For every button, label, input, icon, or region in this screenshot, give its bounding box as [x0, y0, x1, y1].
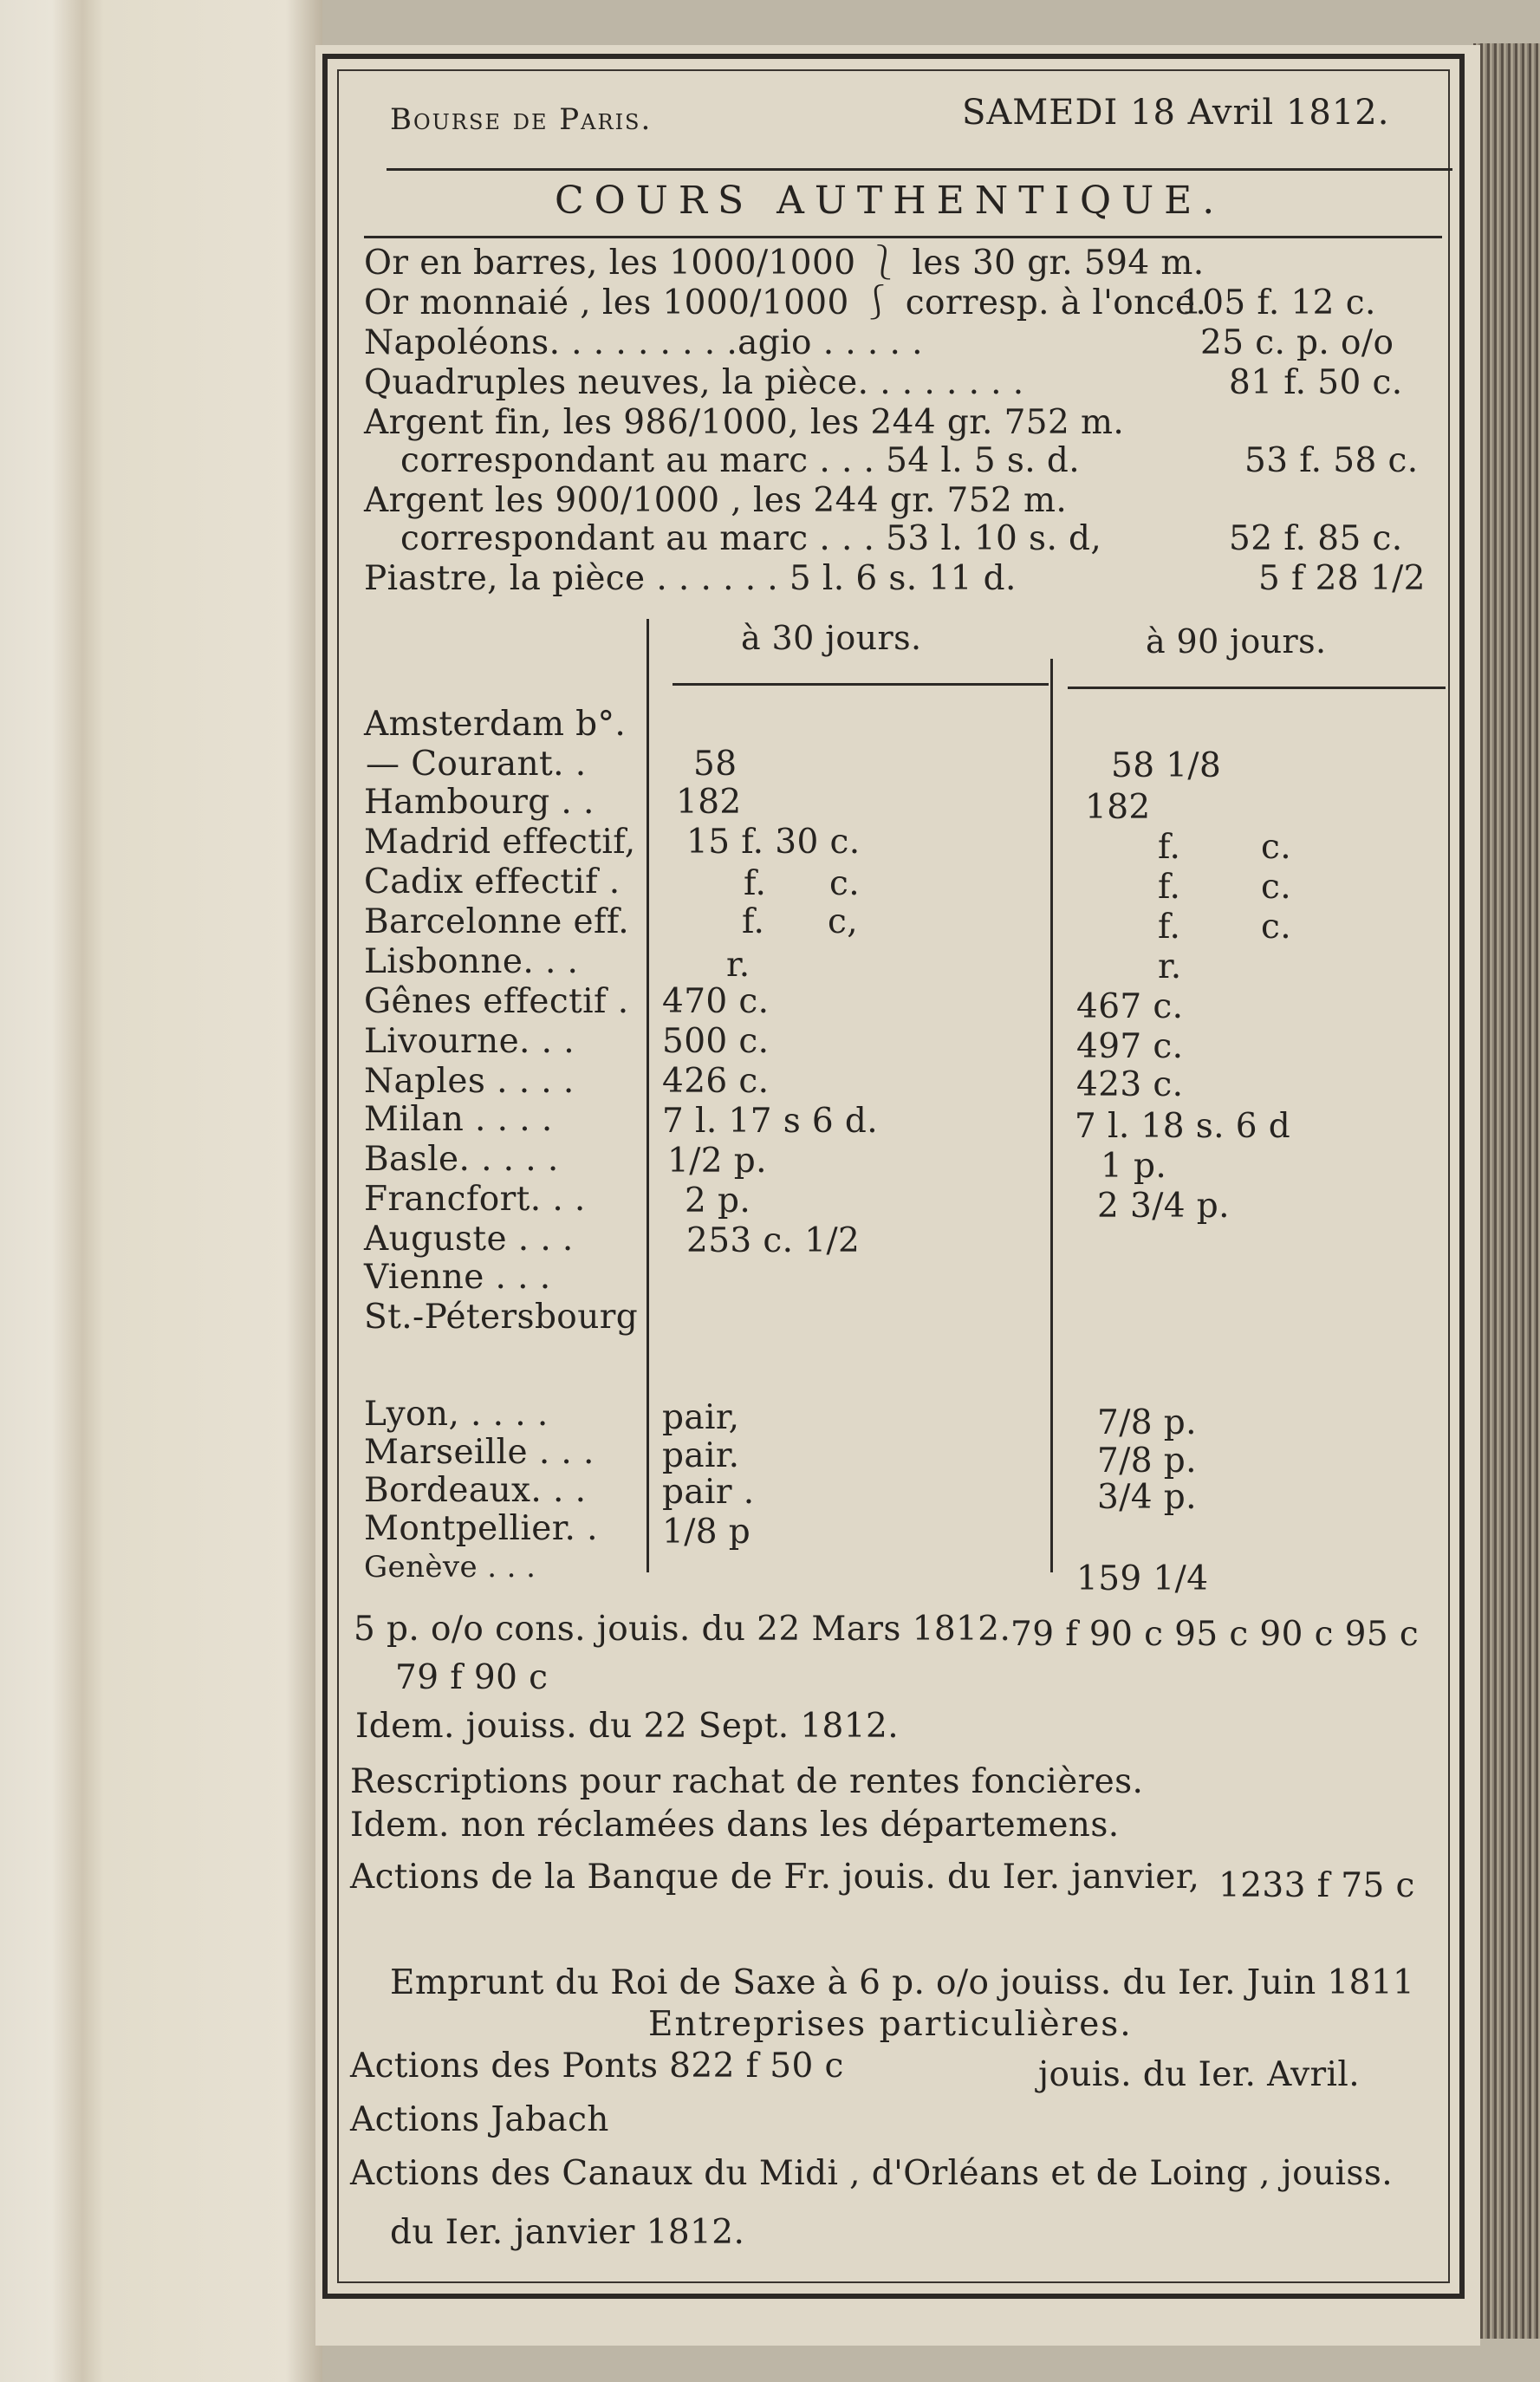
ponts-line: Actions des Ponts 822 f 50 c — [350, 2047, 844, 2086]
table-row-place: Madrid effectif, — [364, 823, 636, 862]
table-row-place: Naples . . . . — [364, 1062, 575, 1101]
metal-value-8: 52 f. 85 c. — [1229, 519, 1403, 558]
consolidated-values: 79 f 90 c 95 c 90 c 95 c — [1010, 1615, 1420, 1654]
table-cell-30: 1/2 p. — [667, 1142, 767, 1181]
table-row-place: — Courant. . — [366, 745, 587, 784]
metal-line-2: Or monnaié , les 1000/1000 ⎰ corresp. à l'once. — [364, 283, 1207, 322]
jabach-line: Actions Jabach — [350, 2100, 609, 2139]
table-row-place: Livourne. . . — [364, 1022, 575, 1061]
table-cell-90: 423 c. — [1076, 1065, 1184, 1104]
page-title: COURS AUTHENTIQUE. — [555, 179, 1225, 223]
metal-line-3: Napoléons. . . . . . . . .agio . . . . . — [364, 323, 923, 362]
table-row-place: Milan . . . . — [364, 1100, 553, 1139]
table-cell-90: f. c. — [1158, 828, 1292, 867]
table-row-place: Hambourg . . — [364, 783, 595, 822]
header-underline-30 — [673, 683, 1049, 686]
metal-value-3: 25 c. p. o/o — [1200, 323, 1394, 362]
table-row-place: Gênes effectif . — [364, 982, 629, 1021]
table-cell-30: 182 — [676, 783, 742, 822]
canaux-continuation: du Ier. janvier 1812. — [390, 2213, 745, 2252]
table-row-place: St.-Pétersbourg — [364, 1298, 639, 1337]
ponts-jouissance: jouis. du Ier. Avril. — [1038, 2055, 1361, 2094]
table-row-place: Bordeaux. . . — [364, 1471, 587, 1510]
page-edges — [1473, 43, 1540, 2339]
table-row-place: Francfort. . . — [364, 1180, 586, 1219]
table-row-place: Barcelonne eff. — [364, 902, 630, 941]
table-cell-30: pair . — [662, 1473, 755, 1512]
header-rule — [387, 168, 1452, 171]
table-cell-30: 58 — [693, 745, 738, 784]
metal-value-9: 5 f 28 1/2 — [1258, 559, 1426, 598]
entreprises-heading: Entreprises particulières. — [648, 2005, 1133, 2044]
table-cell-90: 3/4 p. — [1097, 1478, 1197, 1517]
table-cell-90: 1 p. — [1101, 1147, 1167, 1186]
column-divider-left — [647, 619, 649, 1572]
table-cell-90: 497 c. — [1076, 1027, 1184, 1066]
canaux-line: Actions des Canaux du Midi , d'Orléans et de Loing , jouiss. — [350, 2154, 1394, 2193]
table-row-place: Lyon, . . . . — [364, 1395, 549, 1434]
table-cell-30: r. — [726, 946, 751, 985]
table-cell-30: 426 c. — [662, 1062, 770, 1101]
table-row-place: Marseille . . . — [364, 1433, 595, 1472]
banque-line: Actions de la Banque de Fr. jouis. du Ier. janvier, — [350, 1858, 1200, 1897]
metal-line-5: Argent fin, les 986/1000, les 244 gr. 752 m. — [364, 403, 1125, 442]
metal-line-8: correspondant au marc . . . 53 l. 10 s. d, — [400, 519, 1102, 558]
table-cell-30: 500 c. — [662, 1022, 770, 1061]
rescriptions-line: Rescriptions pour rachat de rentes foncières. — [350, 1762, 1144, 1801]
table-cell-30: 470 c. — [662, 982, 770, 1021]
table-cell-90: f. c. — [1158, 908, 1292, 947]
header-bourse: Bourse de Paris. — [390, 102, 653, 137]
table-cell-30: 1/8 p — [662, 1513, 751, 1552]
table-cell-90: 7/8 p. — [1097, 1403, 1197, 1442]
idem-september: Idem. jouiss. du 22 Sept. 1812. — [355, 1707, 899, 1746]
table-cell-30: f. c. — [744, 864, 861, 903]
table-cell-90: 7/8 p. — [1097, 1442, 1197, 1481]
table-cell-90: 467 c. — [1076, 987, 1184, 1026]
idem-non-reclamees: Idem. non réclamées dans les départemens. — [350, 1806, 1120, 1845]
book-spine-margin — [0, 0, 322, 2382]
metal-line-4: Quadruples neuves, la pièce. . . . . . . . — [364, 363, 1024, 402]
metal-line-9: Piastre, la pièce . . . . . . 5 l. 6 s. 11 d. — [364, 559, 1017, 598]
column-header-90-days: à 90 jours. — [1146, 622, 1327, 661]
table-cell-30: f. c, — [742, 902, 859, 941]
table-cell-90: 182 — [1085, 788, 1151, 827]
table-cell-90: f. c. — [1158, 868, 1292, 907]
table-cell-30: 7 l. 17 s 6 d. — [662, 1102, 879, 1141]
table-cell-30: pair. — [662, 1436, 740, 1475]
metal-value-4: 81 f. 50 c. — [1229, 363, 1403, 402]
table-row-place: Auguste . . . — [364, 1220, 574, 1259]
metal-value-6: 53 f. 58 c. — [1244, 441, 1419, 480]
table-row-place: Vienne . . . — [364, 1258, 551, 1297]
metal-value-2: 105 f. 12 c. — [1180, 283, 1376, 322]
consolidated-continuation: 79 f 90 c — [395, 1658, 549, 1697]
table-cell-30: 2 p. — [685, 1181, 751, 1220]
emprunt-line: Emprunt du Roi de Saxe à 6 p. o/o jouiss. du Ier. Juin 1811 — [390, 1963, 1415, 2002]
table-cell-90: r. — [1158, 947, 1182, 986]
banque-value: 1233 f 75 c — [1218, 1866, 1415, 1905]
table-cell-90: 159 1/4 — [1076, 1559, 1209, 1598]
column-divider-right — [1050, 659, 1053, 1572]
header-underline-90 — [1068, 687, 1446, 689]
column-header-30-days: à 30 jours. — [741, 619, 922, 657]
title-rule — [364, 236, 1442, 238]
table-cell-30: 253 c. 1/2 — [686, 1221, 861, 1260]
table-row-place: Basle. . . . . — [364, 1140, 559, 1179]
metal-line-1: Or en barres, les 1000/1000 ⎱ les 30 gr. 594 m. — [364, 244, 1205, 283]
consolidated-line: 5 p. o/o cons. jouis. du 22 Mars 1812. — [354, 1610, 1011, 1649]
table-row-place: Genève . . . — [364, 1550, 536, 1585]
metal-line-6: correspondant au marc . . . 54 l. 5 s. d. — [400, 441, 1081, 480]
table-cell-90: 2 3/4 p. — [1097, 1187, 1230, 1226]
table-row-place: Lisbonne. . . — [364, 942, 579, 981]
table-row-place: Amsterdam b°. — [364, 705, 627, 744]
table-cell-90: 58 1/8 — [1111, 746, 1222, 785]
table-row-place: Cadix effectif . — [364, 862, 621, 901]
metal-line-7: Argent les 900/1000 , les 244 gr. 752 m. — [364, 481, 1068, 520]
table-cell-90: 7 l. 18 s. 6 d — [1075, 1107, 1291, 1146]
header-date: SAMEDI 18 Avril 1812. — [962, 93, 1390, 133]
table-cell-30: pair, — [662, 1398, 740, 1437]
table-cell-30: 15 f. 30 c. — [686, 823, 861, 862]
table-row-place: Montpellier. . — [364, 1509, 598, 1548]
